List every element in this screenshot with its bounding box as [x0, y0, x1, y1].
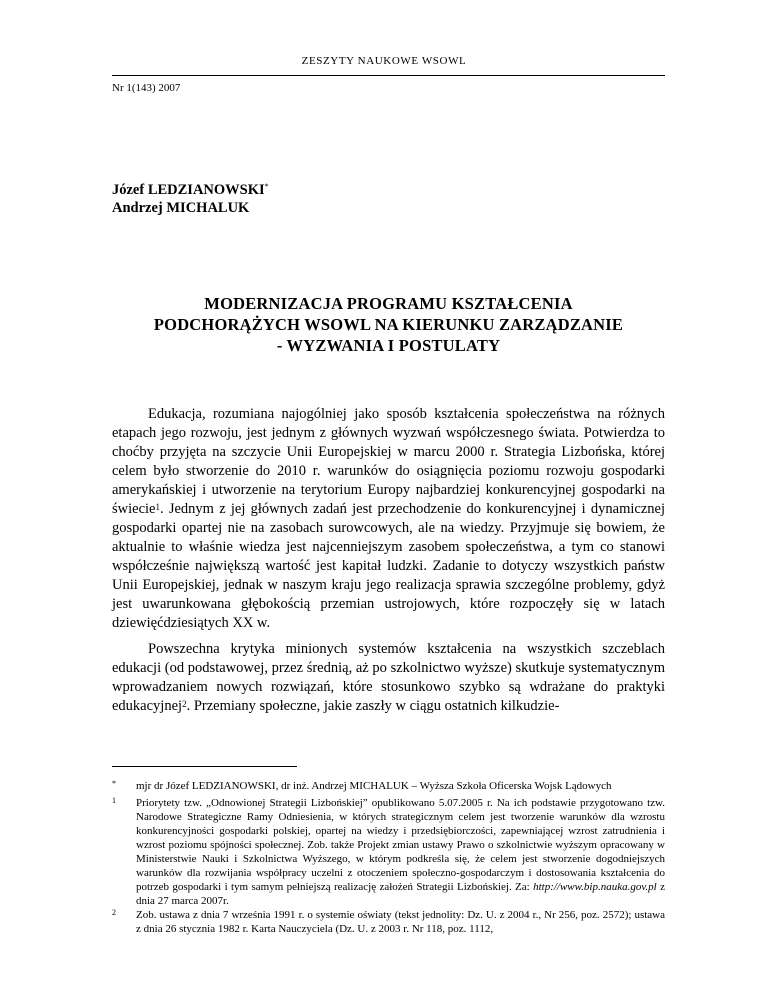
- footnote-ref-1: 1: [155, 502, 160, 512]
- author-1: [112, 181, 269, 199]
- article-title: [112, 293, 665, 356]
- footnote-author-mark: *: [112, 779, 116, 788]
- footnote-author: [112, 779, 665, 793]
- author-1-footnote-mark: *: [264, 182, 269, 191]
- body-paragraph-1: [112, 405, 665, 633]
- footnote-1-text-a: Priorytety tzw. „Odnowionej Strategii Lizbońskiej” opublikowano 5.07.2005 r. Na ich podstawie przygotowano tzw. Narodowe Strategiczne Ramy Odniesienia, w których strategicznym celem jest tworzenie warunków dla wzrostu konkurencyjności gospodarki polskiej, opartej na wiedzy i przedsiębiorczości, zapewniającej wzrost zatrudnienia i wzrost poziomu spójności społecznej. Zob. także Projekt zmian ustawy Prawo o szkolnictwie wyższym opracowany w Ministerstwie Nauki i Szkolnictwa Wyższego, w którym podkreśla się, że celem jest stworzenie dogodniejszych warunków dla rozwijania współpracy uczelni z otoczeniem społeczno-gospodarczym i dostosowania kształcenia do potrzeb gospodarki i tym samym pełniejszą realizację założeń Strategii Lizbońskiej. Za:: [136, 797, 665, 893]
- footnote-ref-2: 2: [182, 699, 187, 709]
- issue-number: Nr 1(143) 2007: [112, 82, 181, 94]
- body-paragraph-2: [112, 640, 665, 716]
- footnote-rule: [112, 766, 297, 767]
- author-block: [112, 181, 269, 217]
- footnote-1: [112, 796, 665, 908]
- author-2: Andrzej MICHALUK: [112, 200, 250, 216]
- paragraph-1-text-a: Edukacja, rozumiana najogólniej jako sposób kształcenia społeczeństwa na różnych etapach jego rozwoju, jest jednym z głównych wyzwań współczesnego świata. Potwierdza to choćby przyjęta na szczycie Unii Europejskiej w marcu 2000 r. Strategia Lizbońska, której celem było stworzenie do 2010 r. warunków do osiągnięcia poziomu rozwoju gospodarki amerykańskiej i utworzenie na terytorium Europy najbardziej konkurencyjnej gospodarki na świecie: [112, 406, 665, 517]
- journal-running-head: ZESZYTY NAUKOWE WSOWL: [301, 55, 467, 67]
- footnote-author-text: mjr dr Józef LEDZIANOWSKI, dr inż. Andrzej MICHALUK – Wyższa Szkoła Oficerska Wojsk Lądowych: [136, 780, 612, 792]
- footnote-1-text-b: z dnia 27 marca 2007r.: [136, 881, 665, 907]
- paragraph-2-text-b: . Przemiany społeczne, jakie zaszły w ciągu ostatnich kilkudzie-: [186, 698, 560, 714]
- footnote-2-text: Zob. ustawa z dnia 7 września 1991 r. o systemie oświaty (tekst jednolity: Dz. U. z 2004 r., Nr 256, poz. 2572); ustawa z dnia 26 stycznia 1982 r. Karta Nauczyciela (Dz. U. z 2003 r. Nr 118, poz. 1112,: [136, 909, 665, 935]
- footnotes: [112, 779, 665, 936]
- title-line-3: - WYZWANIA I POSTULATY: [276, 336, 501, 355]
- footnote-2-mark: 2: [112, 908, 116, 917]
- author-1-name: Józef LEDZIANOWSKI: [112, 182, 265, 198]
- title-line-1: MODERNIZACJA PROGRAMU KSZTAŁCENIA: [204, 294, 573, 313]
- paragraph-1-text-b: . Jednym z jej głównych zadań jest przechodzenie do konkurencyjnej i dynamicznej gospodarki opartej nie na zasobach surowcowych, ale na wiedzy. Przyjmuje się bowiem, że aktualnie to właśnie wiedza jest najcenniejszym zasobem społeczeństwa, a tym co stanowi współcześnie największą wartość jest kapitał ludzki. Zadanie to dotyczy wszystkich państw Unii Europejskiej, jednak w naszym kraju jego realizacja sprawia szczególne problemy, gdyż jest uwarunkowana głębokością przemian ustrojowych, które rozpoczęły się w latach dziewięćdziesiątych XX w.: [112, 501, 665, 631]
- footnote-1-url: http://www.bip.nauka.gov.pl: [533, 881, 657, 893]
- footnote-2: [112, 908, 665, 936]
- footnote-1-mark: 1: [112, 796, 116, 805]
- paragraph-2-text-a: Powszechna krytyka minionych systemów kształcenia na wszystkich szczeblach edukacji (od podstawowej, przez średnią, aż po szkolnictwo wyższe) skutkuje systematycznym wprowadzaniem nowych rozwiązań, które stosunkowo szybko są wdrażane do praktyki edukacyjnej: [112, 641, 665, 714]
- header-rule: [112, 75, 665, 76]
- title-line-2: PODCHORĄŻYCH WSOWL NA KIERUNKU ZARZĄDZANIE: [153, 315, 624, 334]
